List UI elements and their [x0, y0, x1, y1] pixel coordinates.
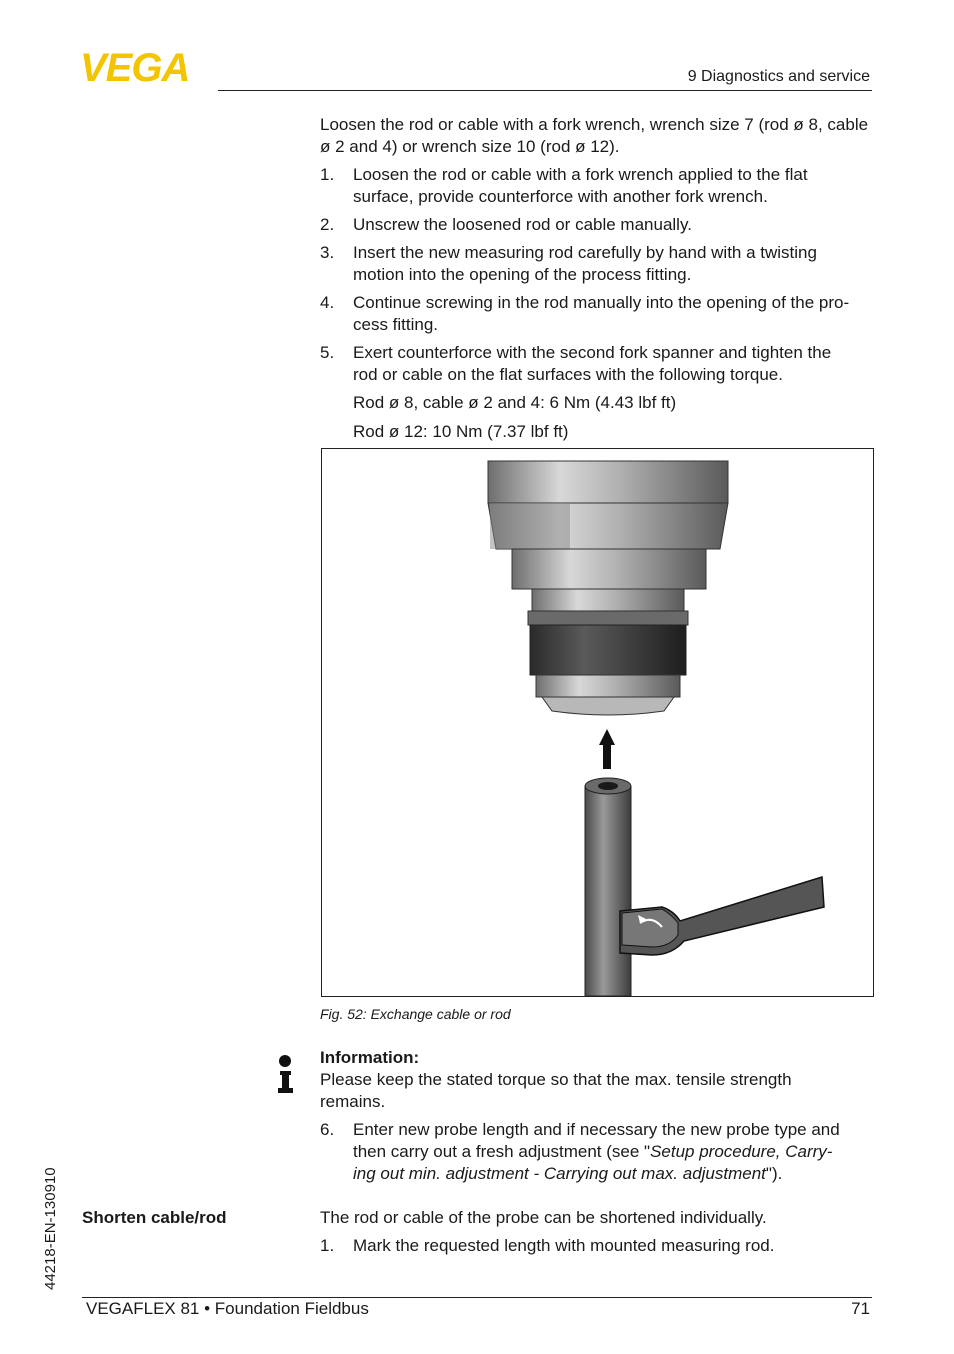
footer-product: VEGAFLEX 81 • Foundation Fieldbus [86, 1299, 369, 1318]
sidebar-label-shorten: Shorten cable/rod [82, 1208, 227, 1227]
shorten-step-1: 1. Mark the requested length with mounted measuring rod. [320, 1236, 775, 1255]
vega-logo [80, 48, 212, 84]
torque-rod-12: Rod ø 12: 10 Nm (7.37 lbf ft) [353, 422, 569, 441]
info-icon [276, 1054, 294, 1094]
process-fitting [488, 461, 728, 715]
footer-divider [82, 1297, 872, 1298]
section-title: 9 Diagnostics and service [687, 68, 870, 85]
measuring-rod [585, 778, 631, 996]
step-6: 6. Enter new probe length and if necessary the new probe type and then carry out a fresh adjustment (see "Setup procedure, Carry- ing out min. adjustment - Carrying out max. adjustment"). [320, 1120, 840, 1183]
document-number: 44218-EN-130910 [42, 1167, 59, 1290]
exchange-rod-illustration [322, 449, 873, 996]
svg-text:VEGA: VEGA [80, 48, 190, 84]
step-4: 4. Continue screwing in the rod manually into the opening of the pro- cess fitting. [320, 293, 850, 334]
step-2: 2. Unscrew the loosened rod or cable manually. [320, 215, 692, 234]
page-number: 71 [851, 1299, 870, 1318]
intro-paragraph: Loosen the rod or cable with a fork wrench, wrench size 7 (rod ø 8, cable ø 2 and 4) or wrench size 10 (rod ø 12). [320, 115, 869, 156]
torque-rod-8: Rod ø 8, cable ø 2 and 4: 6 Nm (4.43 lbf ft) [353, 393, 677, 412]
step-5: 5. Exert counterforce with the second fork spanner and tighten the rod or cable on the flat surfaces with the following torque. [320, 343, 832, 384]
information-note: Information: Please keep the stated torque so that the max. tensile strength remains. [320, 1047, 878, 1113]
step-1: 1. Loosen the rod or cable with a fork wrench applied to the flat surface, provide counterforce with another fork wrench. [320, 165, 808, 206]
header-divider [218, 90, 872, 91]
figure-caption: Fig. 52: Exchange cable or rod [320, 1006, 511, 1022]
figure-exchange-rod [321, 448, 874, 997]
insert-arrow-icon [599, 729, 615, 769]
information-title: Information: [320, 1048, 420, 1067]
fork-wrench [620, 877, 824, 955]
shorten-paragraph: The rod or cable of the probe can be shortened individually. [320, 1208, 767, 1227]
step-3: 3. Insert the new measuring rod carefully by hand with a twisting motion into the opening of the process fitting. [320, 243, 817, 284]
